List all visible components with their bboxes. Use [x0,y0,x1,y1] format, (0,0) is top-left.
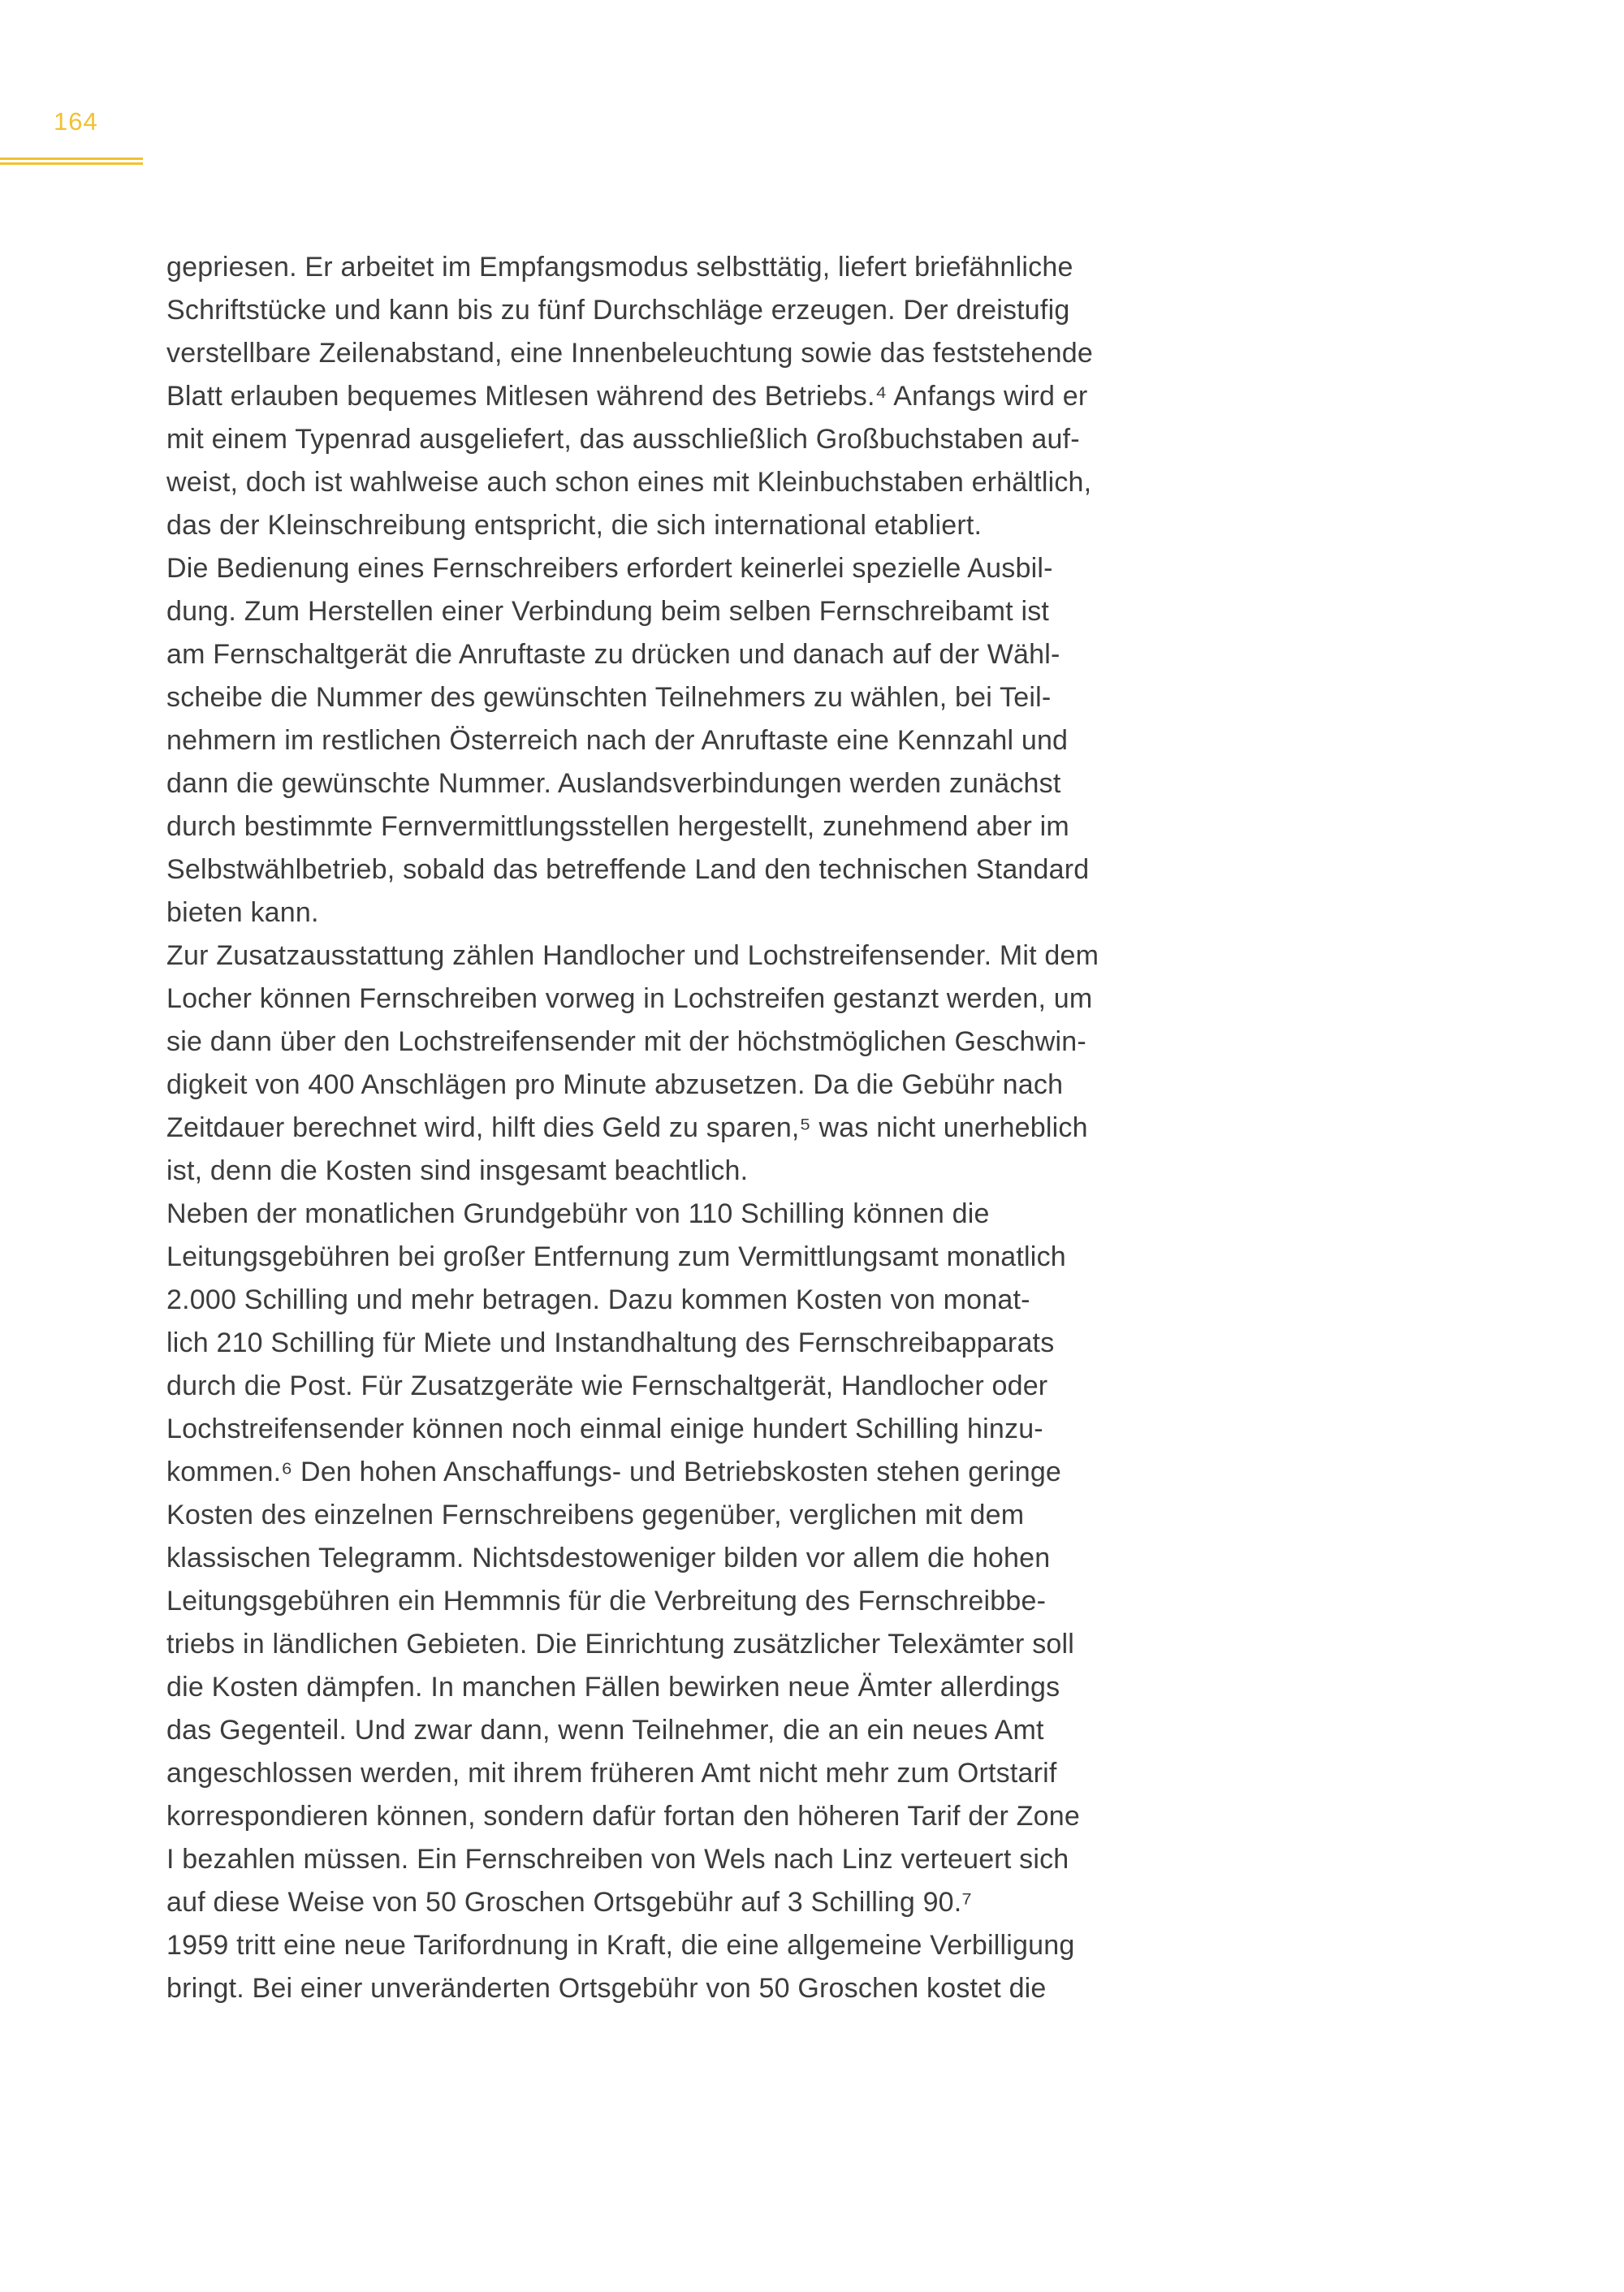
text-line: Kosten des einzelnen Fernschreibens gegenüber, verglichen mit dem [166,1500,1025,1530]
text-line: gepriesen. Er arbeitet im Empfangsmodus selbsttätig, liefert briefähnliche [166,252,1073,283]
text-line: digkeit von 400 Anschlägen pro Minute abzusetzen. Da die Gebühr nach [166,1069,1064,1100]
text-line: 2.000 Schilling und mehr betragen. Dazu kommen Kosten von monat- [166,1284,1030,1315]
text-line: das Gegenteil. Und zwar dann, wenn Teilnehmer, die an ein neues Amt [166,1715,1044,1746]
text-line: dung. Zum Herstellen einer Verbindung beim selben Fernschreibamt ist [166,596,1050,627]
text-line: 1959 tritt eine neue Tarifordnung in Kraft, die eine allgemeine Verbilligung [166,1930,1075,1961]
text-line: Schriftstücke und kann bis zu fünf Durchschläge erzeugen. Der dreistufig [166,295,1070,326]
text-line: die Kosten dämpfen. In manchen Fällen bewirken neue Ämter allerdings [166,1672,1060,1703]
text-line: bieten kann. [166,897,319,928]
text-line: Zur Zusatzausstattung zählen Handlocher und Lochstreifensender. Mit dem [166,940,1099,971]
text-line: Leitungsgebühren ein Hemmnis für die Verbreitung des Fernschreibbe- [166,1586,1047,1616]
text-line: durch bestimmte Fernvermittlungsstellen hergestellt, zunehmend aber im [166,811,1069,842]
text-line: nehmern im restlichen Österreich nach der Anruftaste eine Kennzahl und [166,725,1069,756]
text-line: Die Bedienung eines Fernschreibers erfordert keinerlei spezielle Ausbil- [166,553,1053,584]
text-line: Lochstreifensender können noch einmal einige hundert Schilling hinzu- [166,1414,1043,1444]
text-line: I bezahlen müssen. Ein Fernschreiben von Wels nach Linz verteuert sich [166,1844,1069,1875]
text-line: ist, denn die Kosten sind insgesamt beachtlich. [166,1155,749,1186]
text-line: mit einem Typenrad ausgeliefert, das ausschließlich Großbuchstaben auf- [166,424,1080,455]
text-line: klassischen Telegramm. Nichtsdestoweniger bilden vor allem die hohen [166,1543,1051,1573]
text-line: das der Kleinschreibung entspricht, die sich international etabliert. [166,510,983,541]
text-line: Locher können Fernschreiben vorweg in Lochstreifen gestanzt werden, um [166,983,1093,1014]
text-line: triebs in ländlichen Gebieten. Die Einrichtung zusätzlicher Telexämter soll [166,1629,1075,1660]
text-line: lich 210 Schilling für Miete und Instandhaltung des Fernschreibapparats [166,1327,1055,1358]
text-line: Zeitdauer berechnet wird, hilft dies Geld zu sparen,⁵ was nicht unerheblich [166,1112,1088,1143]
text-line: scheibe die Nummer des gewünschten Teilnehmers zu wählen, bei Teil- [166,682,1052,713]
page-number: 164 [54,107,98,136]
text-line: dann die gewünschte Nummer. Auslandsverbindungen werden zunächst [166,768,1061,799]
text-line: am Fernschaltgerät die Anruftaste zu drücken und danach auf der Wähl- [166,639,1060,670]
text-line: Neben der monatlichen Grundgebühr von 110 Schilling können die [166,1198,990,1229]
text-line: auf diese Weise von 50 Groschen Ortsgebühr auf 3 Schilling 90.⁷ [166,1887,972,1918]
body-text [166,246,1303,2010]
header-rule [0,158,143,165]
text-line: Selbstwählbetrieb, sobald das betreffende Land den technischen Standard [166,854,1090,885]
text-line: verstellbare Zeilenabstand, eine Innenbeleuchtung sowie das feststehende [166,338,1093,369]
text-line: sie dann über den Lochstreifensender mit der höchstmöglichen Geschwin- [166,1026,1086,1057]
text-line: Leitungsgebühren bei großer Entfernung zum Vermittlungsamt monatlich [166,1241,1066,1272]
text-line: weist, doch ist wahlweise auch schon eines mit Kleinbuchstaben erhältlich, [166,467,1092,498]
text-line: Blatt erlauben bequemes Mitlesen während des Betriebs.⁴ Anfangs wird er [166,381,1088,412]
text-line: angeschlossen werden, mit ihrem früheren Amt nicht mehr zum Ortstarif [166,1758,1057,1789]
text-line: bringt. Bei einer unveränderten Ortsgebühr von 50 Groschen kostet die [166,1973,1047,2004]
text-line: durch die Post. Für Zusatzgeräte wie Fernschaltgerät, Handlocher oder [166,1370,1048,1401]
text-line: korrespondieren können, sondern dafür fortan den höheren Tarif der Zone [166,1801,1080,1832]
text-line: kommen.⁶ Den hohen Anschaffungs- und Betriebskosten stehen geringe [166,1457,1062,1487]
